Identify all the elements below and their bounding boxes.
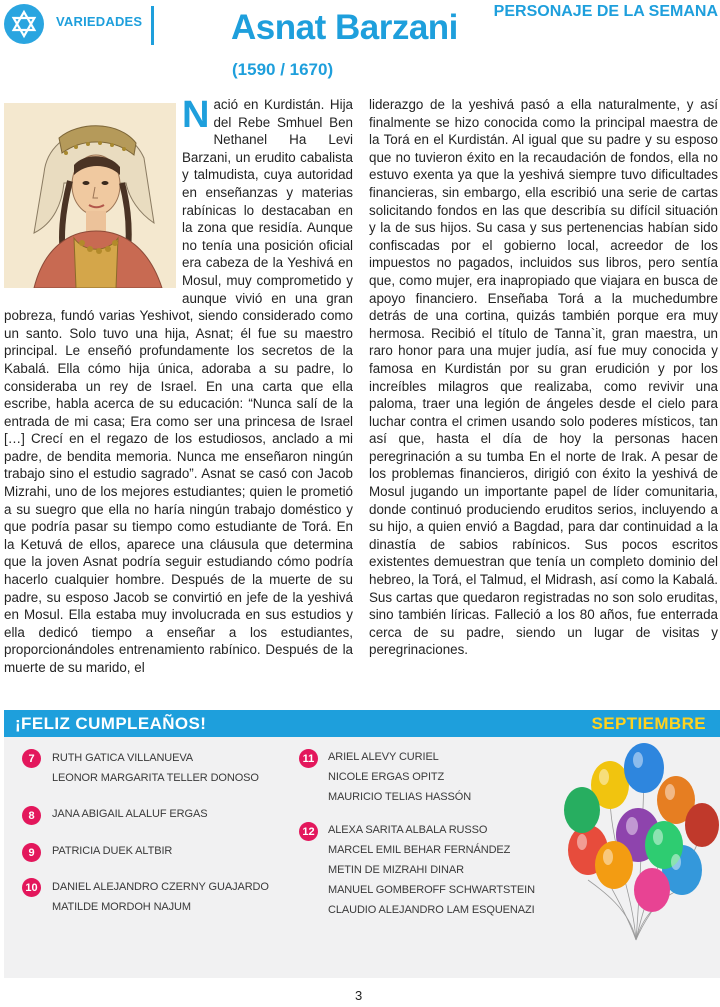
article-column-left [4,96,353,734]
birthday-names [328,747,471,807]
day-badge: 8 [22,806,41,825]
birthday-name: ALEXA SARITA ALBALA RUSSO [328,824,488,836]
birthday-section [4,710,720,978]
column-kicker: PERSONAJE DE LA SEMANA [493,3,718,20]
day-badge: 10 [22,878,41,897]
balloons-illustration [552,740,720,945]
birthday-name: LEONOR MARGARITA TELLER DONOSO [52,772,259,784]
article-column-right [369,96,718,696]
birthday-name: MARCEL EMIL BEHAR FERNÁNDEZ [328,844,511,856]
birthday-name: MAURICIO TELIAS HASSÓN [328,791,472,803]
page-number: 3 [355,988,363,1003]
birthday-name: DANIEL ALEJANDRO CZERNY GUAJARDO [52,881,269,893]
birthday-names [52,841,172,861]
birthday-name: PATRICIA DUEK ALTBIR [52,845,173,857]
birthday-name: NICOLE ERGAS OPITZ [328,771,445,783]
article-title: Asnat Barzani [231,8,458,47]
drop-cap: N [182,96,210,136]
birthday-name: CLAUDIO ALEJANDRO LAM ESQUENAZI [328,904,535,916]
birthday-name: METIN DE MIZRAHI DINAR [328,864,464,876]
birthday-name: ARIEL ALEVY CURIEL [328,751,439,763]
day-badge: 12 [299,822,318,841]
portrait-space [4,96,182,290]
birthday-name: MANUEL GOMBEROFF SCHWARTSTEIN [328,884,535,896]
birthday-name: MATILDE MORDOH NAJUM [52,901,191,913]
birthday-month: SEPTIEMBRE [591,714,706,733]
day-badge: 7 [22,749,41,768]
birthday-names [52,748,259,788]
article-text-left: ació en Kurdistán. Hija del Rebe Smhuel Ben Nethanel Ha Levi Barzani, un erudito cabalista y talmudista, cuya autoridad en enseñanzas y materias rabínicas lo destacaban en la zona que residía. Aunque no tenía una posición oficial era cabeza de la Yeshivá en Mosul, muy comprometido y aunque vivió en una gran pobreza, fundó varias Yeshivot, siendo considerado como un santo. Solo tuvo una hija, Asnat; él fue su maestro principal. Le enseñó profundamente los secretos de la Kabalá. Ella cómo hija única, adoraba a su padre, lo consideraba un rey de Israel. En una carta que ella escribe, habla acerca de su educación: “Nunca salí de la entrada de mi casa; Era como ser una princesa de Israel […] Crecí en el regazo de los estudiosos, anclado a mi padre, de bendita memoria. Nunca me enseñaron ningún trabajo sino el estudio sagrado”. Asnat se casó con Jacob Mizrahi, uno de los mejores estudiantes; quien le prometió a su suegro que ella no haría ningún trabajo doméstico y que podría pasar su tiempo como estudiante de Torá. En la Ketuvá de ellos, aparece una cláusula que determina que la joven Asnat podría seguir estudiando cómo podría hacerlo cualquier hombre. Después de la muerte de su padre, su esposo Jacob se convirtió en jefe de la yeshivá en Mosul. Ella estaba muy involucrada en sus estudios y ella dedicó tiempo a enseñar a los estudiantes, proporcionándoles entrenamiento rabínico. Después de la muerte de su marido, el [4,97,353,675]
birthday-title: ¡FELIZ CUMPLEAÑOS! [15,714,207,733]
article-dates: (1590 / 1670) [232,60,334,79]
article-text-right: liderazgo de la yeshivá pasó a ella naturalmente, y así finalmente se hizo conocida como la principal maestra de la Torá en el Kurdistán. Al igual que su padre y su esposo que no tuvieron éxito en la recaudación de fondos, ella no estuvo exenta ya que la yeshivá siempre tuvo dificultades financieras, sin embargo, ella escribió una serie de cartas solicitando fondos en las que describía su difícil situación y la de sus hijos. Su casa y sus pertenencias habían sido confiscadas por el gobierno local, acreedor de los impuestos no pagados, incluidos sus libros, pero sentía que, como mujer, era inapropiado que viajara en busca de apoyo financiero. Enseñaba Torá a la muchedumbre detrás de una cortina, quizás también porque era muy hermosa. Recibió el título de Tanna`it, gran maestra, un raro honor para una mujer judía, así fue muy conocida y famosa en Kurdistán por su gran erudición y por los increíbles milagros que realizaba, como revivir una paloma, traer una legión de ángeles desde el cielo para luchar contra el crimen usando solo poderes místicos, tan así que, hasta el día de hoy la personas hacen peregrinación a su tumba En el norte de Irak. A pesar de los problemas financieros, dirigió con éxito la yeshivá de Mosul jugando un importante papel de líder comunitaria, donde continuó produciendo eruditos serios, incluyendo a su hijo, a quien envió a Bagdad, para dar continuidad a la dinastía de sabios rabínicos. Sus pocos escritos existentes demuestran que tenía un completo dominio del hebreo, la Torá, el Talmud, el Midrash, así como la Kabalá. Sus cartas que quedaron registradas no son solo eruditas, sino también líricas. Falleció a los 80 años, fue enterrada cerca de su padre, siendo un lugar de visitas y peregrinaciones. [369,97,718,658]
day-badge: 11 [299,749,318,768]
birthday-banner [4,710,720,737]
star-of-david-logo-icon [4,4,44,44]
birthday-name: RUTH GATICA VILLANUEVA [52,752,194,764]
section-label: VARIEDADES [56,14,143,29]
birthday-names [52,877,269,917]
birthday-names [52,804,207,824]
birthday-name: JANA ABIGAIL ALALUF ERGAS [52,808,208,820]
day-badge: 9 [22,843,41,862]
birthday-names [328,820,535,920]
header-divider [151,6,154,45]
